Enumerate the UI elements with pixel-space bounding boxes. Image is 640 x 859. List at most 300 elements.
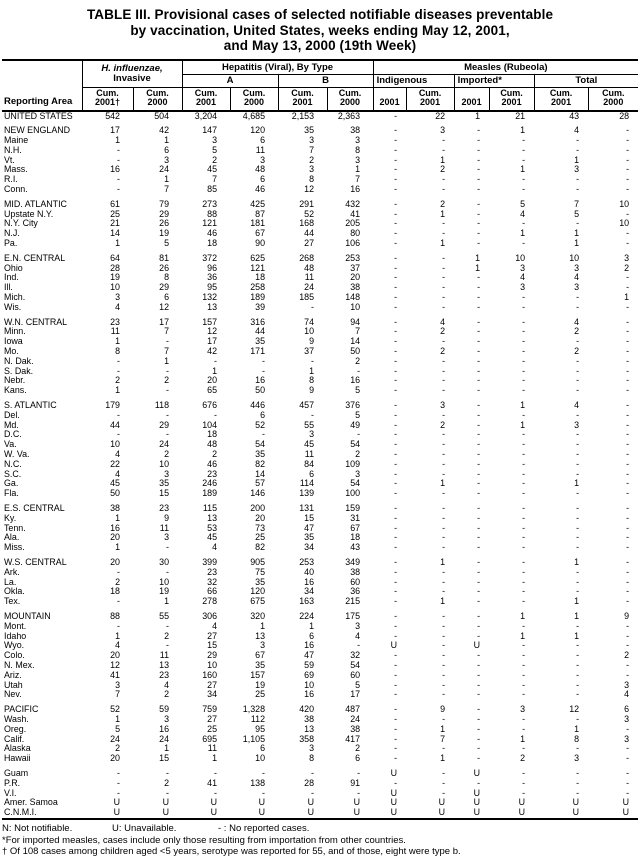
value-cell: 3 (520, 705, 526, 715)
table-row (2, 578, 638, 588)
value-cell: - (576, 410, 580, 420)
value-cell: 4 (440, 317, 446, 327)
reporting-area-cell: N.Y. City (4, 219, 38, 229)
value-cell: 7 (309, 145, 315, 155)
value-cell: - (442, 430, 446, 440)
value-cell: - (626, 469, 630, 479)
value-cell: 53 (207, 523, 218, 533)
value-cell: 5 (355, 410, 361, 420)
value-cell: 7 (440, 734, 446, 744)
value-cell: - (394, 337, 398, 347)
value-cell: - (626, 724, 630, 734)
value-cell: 3 (164, 469, 170, 479)
value-cell: 20 (207, 376, 218, 386)
value-cell: - (442, 543, 446, 553)
value-cell: 185 (299, 293, 315, 303)
value-cell: - (477, 337, 481, 347)
value-cell: 3 (355, 621, 361, 631)
value-cell: - (522, 155, 526, 165)
value-cell: 55 (304, 420, 315, 430)
value-cell: - (394, 670, 398, 680)
value-cell: 16 (159, 724, 170, 734)
value-cell: 20 (110, 557, 120, 567)
value-cell: - (477, 209, 481, 219)
table-row (2, 744, 638, 754)
value-cell: - (576, 641, 580, 651)
value-cell: - (442, 680, 446, 690)
column-header: 2001 (373, 87, 406, 111)
value-cell: - (357, 430, 361, 440)
value-cell: 1 (440, 209, 446, 219)
reporting-area-cell: Hawaii (4, 754, 31, 764)
value-cell: U (518, 808, 526, 818)
value-cell: 4 (520, 273, 526, 283)
table-row (2, 690, 638, 700)
value-cell: U (572, 798, 580, 808)
value-cell: 13 (304, 724, 315, 734)
value-cell: - (394, 376, 398, 386)
value-cell: 7 (574, 199, 580, 209)
value-cell: 38 (350, 724, 361, 734)
value-cell: 28 (110, 263, 120, 273)
value-cell: - (626, 327, 630, 337)
value-cell: 35 (255, 577, 266, 587)
table-row (2, 318, 638, 328)
value-cell: - (477, 175, 481, 185)
value-cell: 417 (345, 734, 361, 744)
value-cell: - (626, 386, 630, 396)
reporting-area-cell: V.I. (4, 788, 17, 798)
value-cell: - (626, 337, 630, 347)
value-cell: 171 (250, 347, 266, 357)
value-cell: - (576, 714, 580, 724)
value-cell: 38 (350, 126, 361, 136)
value-cell: 1 (574, 631, 580, 641)
value-cell: 67 (255, 651, 266, 661)
value-cell: - (166, 337, 170, 347)
value-cell: 20 (255, 513, 266, 523)
value-cell: 253 (299, 557, 315, 567)
value-cell: - (442, 641, 446, 651)
value-cell: 2 (355, 356, 361, 366)
value-cell: - (626, 175, 630, 185)
value-cell: - (394, 185, 398, 195)
value-cell: 1 (520, 734, 526, 744)
value-cell: 3 (624, 680, 630, 690)
value-cell: 95 (255, 724, 266, 734)
value-cell: 38 (110, 503, 120, 513)
value-cell: 3 (574, 754, 580, 764)
value-cell: 7 (115, 690, 120, 700)
value-cell: - (522, 337, 526, 347)
value-cell: 44 (255, 327, 266, 337)
value-cell: 4 (164, 680, 170, 690)
value-cell: 22 (110, 459, 120, 469)
table-row (2, 165, 638, 175)
value-cell: - (522, 376, 526, 386)
value-cell: 104 (202, 420, 218, 430)
value-cell: 27 (207, 680, 218, 690)
value-cell: 4 (574, 273, 580, 283)
value-cell: 24 (159, 165, 170, 175)
value-cell: - (522, 489, 526, 499)
column-header: Cum. 2001 (406, 87, 454, 111)
value-cell: 1 (355, 165, 361, 175)
value-cell: 146 (250, 489, 266, 499)
value-cell: 1 (115, 337, 120, 347)
value-cell: 246 (202, 479, 218, 489)
reporting-area-cell: W. Va. (4, 450, 30, 459)
value-cell: - (477, 680, 481, 690)
value-cell: 1 (212, 754, 218, 764)
value-cell: 1 (475, 263, 481, 273)
value-cell: - (442, 651, 446, 661)
value-cell: 52 (304, 209, 315, 219)
value-cell: 205 (345, 219, 361, 229)
value-cell: 2 (440, 420, 446, 430)
value-cell: - (576, 459, 580, 469)
value-cell: - (522, 680, 526, 690)
value-cell: - (262, 788, 266, 798)
value-cell: - (477, 587, 481, 597)
value-cell: 3 (440, 401, 446, 411)
value-cell: - (477, 136, 481, 146)
value-cell: - (626, 587, 630, 597)
column-header: Cum. 2000 (230, 87, 278, 111)
value-cell: 38 (304, 714, 315, 724)
value-cell: - (576, 543, 580, 553)
value-cell: - (442, 273, 446, 283)
table-row (2, 641, 638, 651)
value-cell: 2 (309, 155, 315, 165)
value-cell: - (394, 317, 398, 327)
value-cell: - (522, 587, 526, 597)
value-cell: 48 (255, 165, 266, 175)
value-cell: - (576, 523, 580, 533)
value-cell: U (162, 798, 170, 808)
table-row (2, 337, 638, 347)
value-cell: 38 (350, 567, 361, 577)
table-row (2, 440, 638, 450)
value-cell: 57 (255, 479, 266, 489)
value-cell: - (394, 219, 398, 229)
subgroup-header-imported: Imported* (454, 74, 534, 87)
value-cell: - (576, 778, 580, 788)
value-cell: - (576, 744, 580, 754)
value-cell: - (394, 567, 398, 577)
value-cell: - (442, 356, 446, 366)
table-row (2, 622, 638, 632)
value-cell: - (394, 239, 398, 249)
value-cell: 31 (350, 513, 361, 523)
value-cell: - (522, 670, 526, 680)
value-cell: 11 (110, 327, 120, 337)
value-cell: 11 (207, 744, 218, 754)
reporting-area-cell: MOUNTAIN (4, 611, 51, 621)
value-cell: 25 (255, 690, 266, 700)
table-legend (2, 823, 638, 834)
value-cell: - (576, 513, 580, 523)
value-cell: 3 (260, 641, 266, 651)
value-cell: - (576, 768, 580, 778)
value-cell: 147 (202, 126, 218, 136)
value-cell: 59 (304, 660, 315, 670)
value-cell: 148 (345, 293, 361, 303)
value-cell: 3,204 (194, 110, 218, 121)
table-row (2, 705, 638, 715)
value-cell: 258 (250, 283, 266, 293)
value-cell: 46 (255, 185, 266, 195)
value-cell: 420 (299, 705, 315, 715)
column-header: Cum. 2000 (588, 87, 638, 111)
value-cell: 47 (304, 523, 315, 533)
value-cell: 88 (207, 209, 218, 219)
value-cell: 10 (159, 577, 170, 587)
value-cell: 4 (574, 126, 580, 136)
value-cell: - (576, 788, 580, 798)
value-cell: - (442, 386, 446, 396)
value-cell: - (357, 641, 361, 651)
value-cell: 2 (440, 327, 446, 337)
value-cell: - (477, 376, 481, 386)
value-cell: - (522, 724, 526, 734)
value-cell: - (477, 621, 481, 631)
value-cell: 3 (164, 155, 170, 165)
value-cell: - (626, 754, 630, 764)
value-cell: 44 (110, 420, 120, 430)
value-cell: 25 (110, 209, 120, 219)
value-cell: - (117, 430, 120, 440)
value-cell: 52 (255, 420, 266, 430)
value-cell: 19 (159, 587, 170, 597)
value-cell: 7 (355, 175, 361, 185)
value-cell: 3 (260, 155, 266, 165)
table-row (2, 376, 638, 386)
value-cell: 9 (624, 611, 630, 621)
value-cell: 84 (304, 459, 315, 469)
value-cell: - (477, 450, 481, 459)
value-cell: 60 (350, 670, 361, 680)
table-row (2, 489, 638, 499)
value-cell: 50 (350, 347, 361, 357)
value-cell: 48 (207, 440, 218, 450)
value-cell: 8 (574, 734, 580, 744)
value-cell: 20 (110, 754, 120, 764)
table-row (2, 273, 638, 283)
value-cell: - (626, 366, 630, 376)
value-cell: 45 (207, 533, 218, 543)
value-cell: - (477, 420, 481, 430)
value-cell: 3 (574, 283, 580, 293)
value-cell: - (576, 430, 580, 440)
value-cell: 24 (159, 440, 170, 450)
value-cell: - (442, 136, 446, 146)
value-cell: U (210, 808, 218, 818)
value-cell: 9 (309, 386, 315, 396)
value-cell: 1 (574, 239, 580, 249)
value-cell: - (394, 631, 398, 641)
value-cell: - (626, 670, 630, 680)
value-cell: - (477, 543, 481, 553)
value-cell: - (477, 327, 481, 337)
table-row (2, 798, 638, 808)
value-cell: - (442, 229, 446, 239)
value-cell: - (394, 450, 398, 459)
value-cell: - (522, 450, 526, 459)
value-cell: U (307, 808, 315, 818)
value-cell: 8 (309, 376, 315, 386)
reporting-area-cell: Ariz. (4, 670, 22, 680)
value-cell: - (522, 386, 526, 396)
table-row (2, 597, 638, 607)
reporting-area-cell: P.R. (4, 778, 21, 788)
value-cell: - (576, 440, 580, 450)
value-cell: - (166, 386, 170, 396)
value-cell: - (522, 430, 526, 440)
value-cell: 5 (115, 724, 120, 734)
value-cell: - (477, 165, 481, 175)
table-row (2, 769, 638, 779)
value-cell: 10 (569, 253, 580, 263)
value-cell: 11 (304, 450, 315, 459)
value-cell: - (522, 459, 526, 469)
subgroup-header-hepatitis-a: A (182, 74, 278, 87)
value-cell: - (442, 410, 446, 420)
value-cell: 23 (159, 503, 170, 513)
reporting-area-cell: Colo. (4, 651, 25, 661)
reporting-area-cell: Ga. (4, 479, 19, 489)
value-cell: - (394, 724, 398, 734)
value-cell: - (166, 567, 170, 577)
value-cell: 24 (110, 734, 120, 744)
value-cell: 1 (440, 479, 446, 489)
legend-no-reported-cases: - : No reported cases. (218, 822, 310, 834)
value-cell: - (477, 459, 481, 469)
value-cell: 399 (202, 557, 218, 567)
value-cell: - (214, 788, 218, 798)
value-cell: 65 (207, 386, 218, 396)
value-cell: 9 (440, 705, 446, 715)
value-cell: 44 (304, 229, 315, 239)
value-cell: U (473, 798, 481, 808)
value-cell: 14 (350, 337, 361, 347)
value-cell: 4 (574, 317, 580, 327)
value-cell: - (394, 754, 398, 764)
value-cell: 1 (574, 155, 580, 165)
value-cell: - (626, 440, 630, 450)
value-cell: - (522, 533, 526, 543)
value-cell: 18 (207, 239, 218, 249)
value-cell: 10 (304, 327, 315, 337)
value-cell: 6 (355, 754, 361, 764)
value-cell: 139 (299, 489, 315, 499)
value-cell: 1 (440, 597, 446, 607)
value-cell: - (626, 356, 630, 366)
value-cell: - (477, 347, 481, 357)
value-cell: 1 (440, 724, 446, 734)
value-cell: - (576, 175, 580, 185)
value-cell: 35 (304, 126, 315, 136)
value-cell: 11 (255, 145, 266, 155)
value-cell: 159 (345, 503, 361, 513)
table-row (2, 293, 638, 303)
value-cell: 16 (304, 641, 315, 651)
value-cell: 6 (309, 469, 315, 479)
reporting-area-cell: Iowa (4, 337, 23, 347)
value-cell: 168 (299, 219, 315, 229)
value-cell: 131 (299, 503, 315, 513)
value-cell: 19 (110, 273, 120, 283)
value-cell: U (390, 788, 398, 798)
value-cell: - (522, 641, 526, 651)
value-cell: - (442, 513, 446, 523)
column-header: Cum. 2001 (534, 87, 588, 111)
value-cell: 61 (110, 199, 120, 209)
value-cell: 5 (355, 386, 361, 396)
value-cell: 1 (115, 513, 120, 523)
value-cell: 6 (260, 175, 266, 185)
table-row (2, 754, 638, 764)
value-cell: 1 (440, 754, 446, 764)
value-cell: 9 (164, 513, 170, 523)
value-cell: - (522, 136, 526, 146)
value-cell: - (442, 263, 446, 273)
value-cell: 15 (207, 641, 218, 651)
value-cell: 24 (159, 734, 170, 744)
value-cell: 34 (207, 690, 218, 700)
value-cell: - (166, 621, 170, 631)
value-cell: 1 (574, 611, 580, 621)
value-cell: - (522, 479, 526, 489)
value-cell: 1 (520, 165, 526, 175)
value-cell: 87 (255, 209, 266, 219)
value-cell: - (576, 489, 580, 499)
value-cell: - (477, 754, 481, 764)
value-cell: - (477, 386, 481, 396)
value-cell: 18 (110, 587, 120, 597)
value-cell: - (477, 734, 481, 744)
table-row (2, 411, 638, 421)
value-cell: - (442, 489, 446, 499)
value-cell: - (394, 165, 398, 175)
value-cell: - (477, 430, 481, 440)
value-cell: - (626, 165, 630, 175)
value-cell: 5 (212, 145, 218, 155)
value-cell: - (576, 302, 580, 312)
value-cell: 27 (207, 631, 218, 641)
value-cell: 1 (440, 239, 446, 249)
value-cell: - (442, 469, 446, 479)
value-cell: - (214, 410, 218, 420)
column-header: Cum. 2001 (182, 87, 230, 111)
value-cell: - (522, 621, 526, 631)
value-cell: 12 (110, 660, 120, 670)
table-title-line3: and May 13, 2000 (19th Week) (223, 38, 417, 53)
value-cell: - (522, 523, 526, 533)
value-cell: 224 (299, 611, 315, 621)
value-cell: 542 (105, 110, 120, 121)
value-cell: - (576, 651, 580, 661)
value-cell: - (117, 366, 120, 376)
reporting-area-cell: Alaska (4, 744, 31, 754)
value-cell: - (576, 469, 580, 479)
value-cell: - (477, 533, 481, 543)
value-cell: 10 (619, 219, 630, 229)
value-cell: - (626, 459, 630, 469)
value-cell: - (626, 209, 630, 219)
value-cell: - (394, 386, 398, 396)
value-cell: 13 (207, 513, 218, 523)
